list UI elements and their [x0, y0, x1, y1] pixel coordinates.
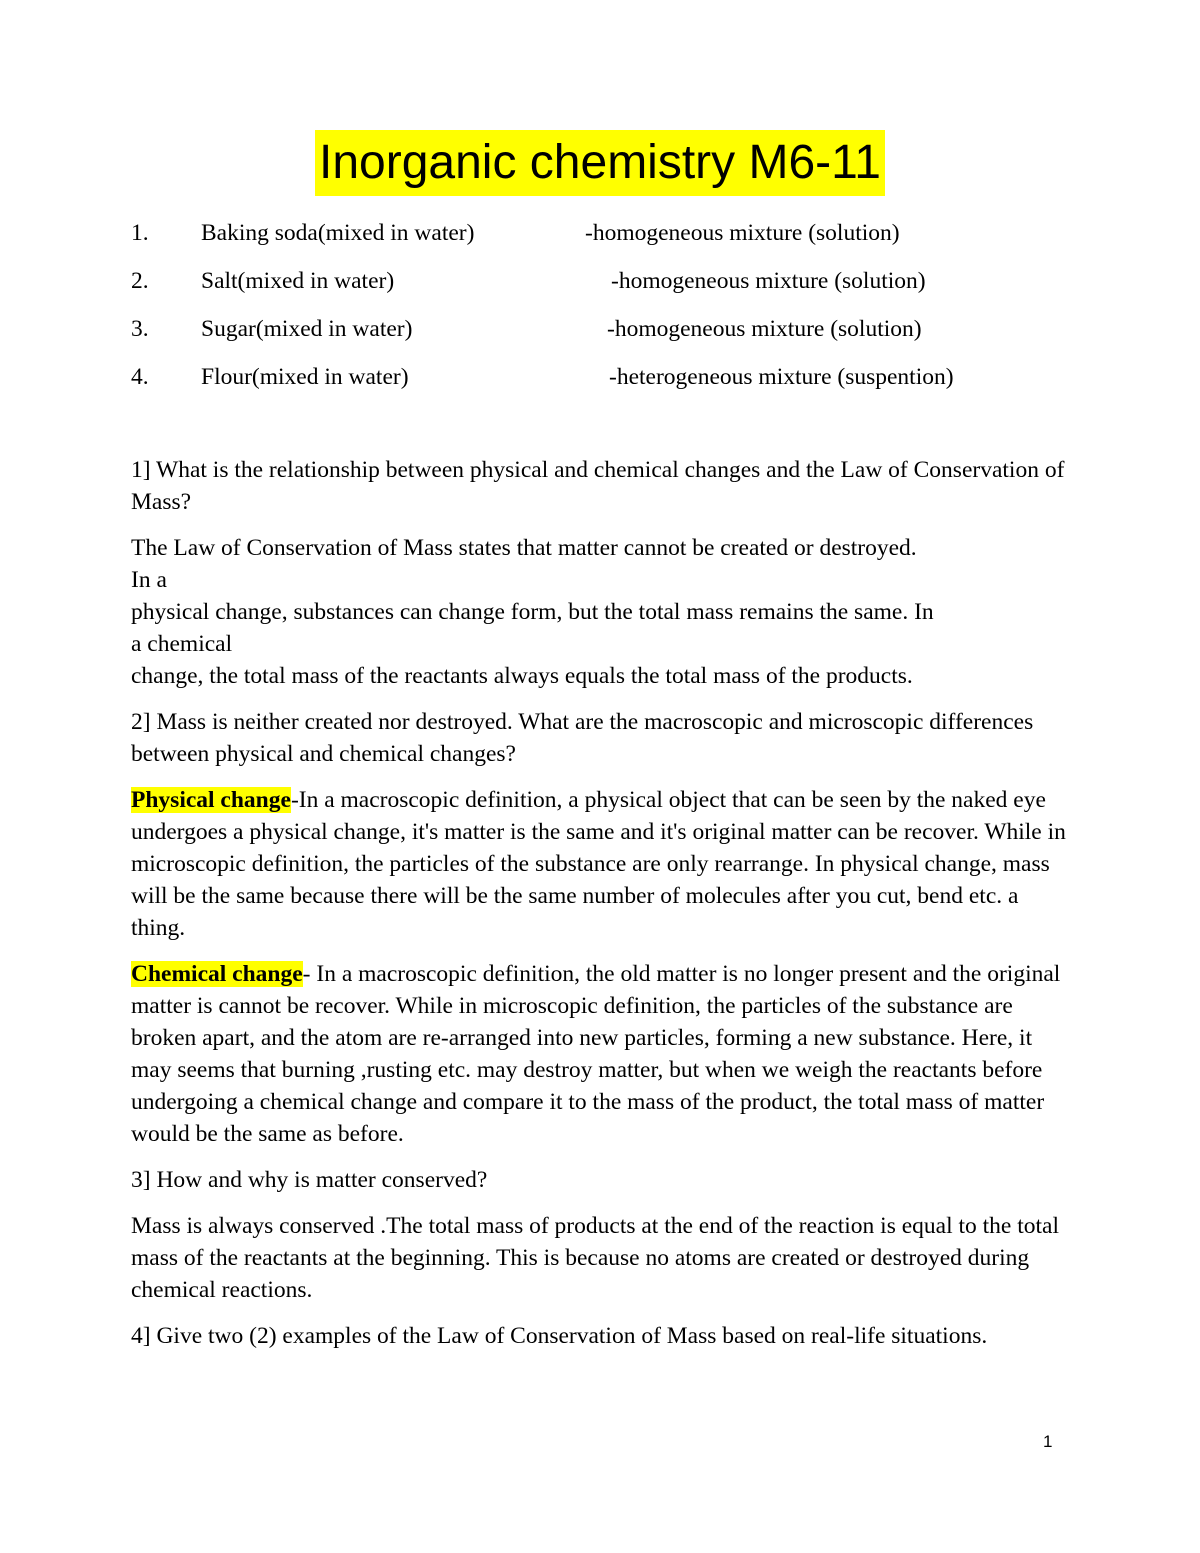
- list-item: [131, 313, 1091, 361]
- list-description: -heterogeneous mixture (suspention): [609, 364, 954, 390]
- list-substance: Sugar(mixed in water): [201, 316, 413, 342]
- physical-change-label: Physical change: [131, 787, 291, 813]
- list-description: -homogeneous mixture (solution): [611, 268, 926, 294]
- list-number: 1.: [131, 220, 149, 246]
- list-number: 4.: [131, 364, 149, 390]
- list-substance: Baking soda(mixed in water): [201, 220, 475, 246]
- list-item: [131, 265, 1091, 313]
- question-1: 1] What is the relationship between physical and chemical changes and the Law of Conservation of Mass?: [131, 457, 1065, 515]
- list-item: [131, 361, 1091, 409]
- list-description: -homogeneous mixture (solution): [585, 220, 900, 246]
- list-substance: Salt(mixed in water): [201, 268, 395, 294]
- physical-change-text: -In a macroscopic definition, a physical object that can be seen by the naked eye undergoes a physical change, it's matter is the same and it's original matter can be recover. While in microscopic definition, the particles of the substance are only rearrange. In physical change, mass will be the same because there will be the same number of molecules after you cut, bend etc. a thing.: [131, 787, 1066, 941]
- chemical-change-text: - In a macroscopic definition, the old matter is no longer present and the original matter is cannot be recover. While in microscopic definition, the particles of the substance are broken apart, and the atom are re-arranged into new particles, forming a new substance. Here, it may seems that burning ,rusting etc. may destroy matter, but when we weigh the reactants before undergoing a chemical change and compare it to the mass of the product, the total mass of matter would be the same as before.: [131, 961, 1061, 1147]
- list-item: [131, 217, 1091, 265]
- title-container: [0, 130, 1200, 196]
- question-2: 2] Mass is neither created nor destroyed. What are the macroscopic and microscopic differences between physical and chemical changes?: [131, 709, 1034, 767]
- answer-3: Mass is always conserved .The total mass of products at the end of the reaction is equal to the total mass of the reactants at the beginning. This is because no atoms are created or destroyed during chemical reactions.: [131, 1213, 1059, 1303]
- list-number: 2.: [131, 268, 149, 294]
- answer-2-chemical: [131, 958, 1076, 1150]
- answer-1: The Law of Conservation of Mass states that matter cannot be created or destroyed. In a physical change, substances can change form, but the total mass remains the same. In a chemical change, the total mass of the reactants always equals the total mass of the products.: [131, 535, 934, 689]
- page-number: 1: [1043, 1432, 1053, 1451]
- question-3: 3] How and why is matter conserved?: [131, 1167, 488, 1193]
- mixture-list: [131, 217, 1091, 409]
- question-4: 4] Give two (2) examples of the Law of Conservation of Mass based on real-life situations.: [131, 1323, 988, 1349]
- answer-2-physical: [131, 784, 1076, 944]
- list-description: -homogeneous mixture (solution): [607, 316, 922, 342]
- chemical-change-label: Chemical change: [131, 961, 303, 987]
- list-substance: Flour(mixed in water): [201, 364, 409, 390]
- list-number: 3.: [131, 316, 149, 342]
- document-body: [131, 454, 1076, 1366]
- page-title: Inorganic chemistry M6-11: [315, 130, 885, 196]
